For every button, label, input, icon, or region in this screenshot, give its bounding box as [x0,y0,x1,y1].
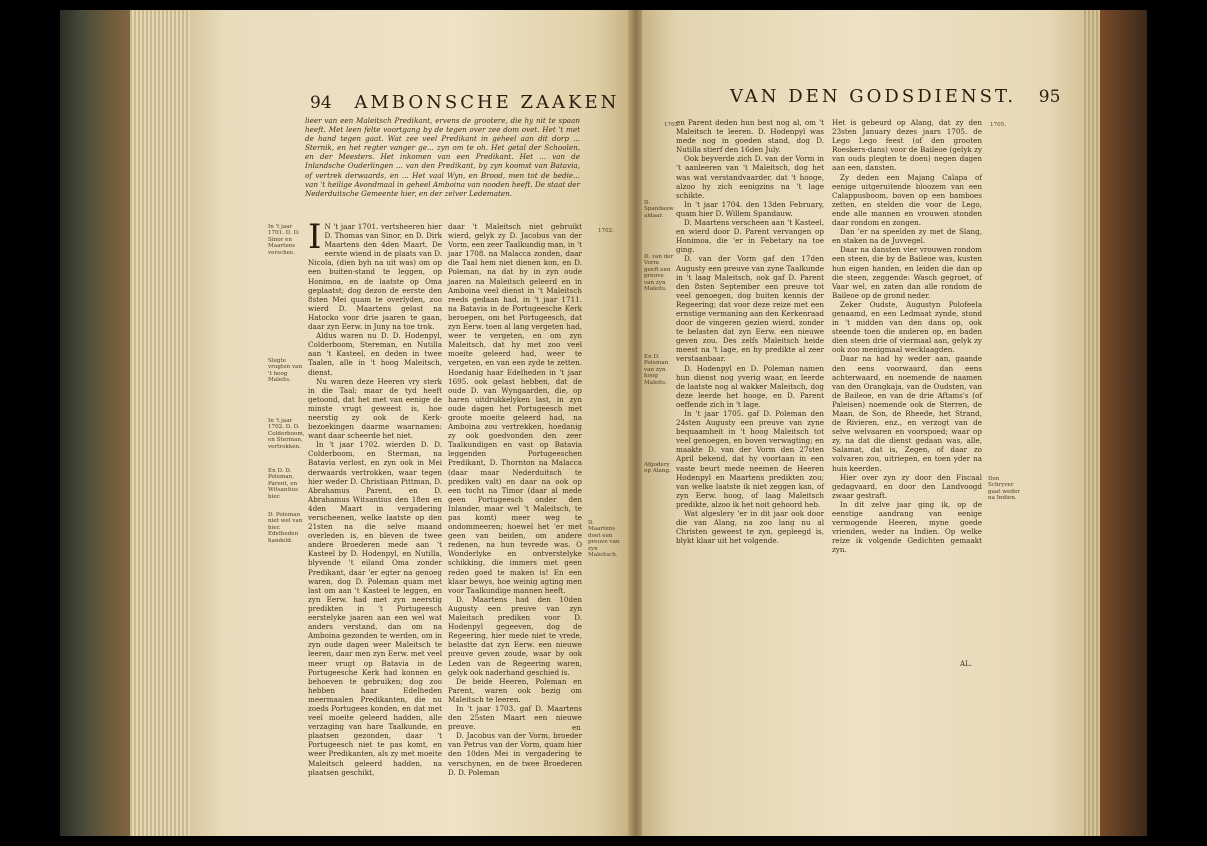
left-catchword: en [572,724,581,732]
right-cover [1100,10,1147,836]
drop-cap: I [308,217,322,257]
left-margin-note: D. Poleman niet wel van hier. Edelheden handeld. [268,512,303,544]
left-column-2: daar 't Maleitsch niet gebruikt wierd, gelyk zy D. Jacobus van der Vorm, een zeer Taalkundig man, in 't jaar 1708. na Malacca zonden, daar die Taal hem niet dienen kon, en D. Poleman, na dat hy in zyn oude jaaren na Maleitsch geleerd en in Amboina veel dienst in 't Maleitsch reeds gedaan had, in 't jaar 1711. na Batavia in de Portugeesche Kerk beroepen, om het Portugeesch, dat zyn Eerw. toen al lang vergeten had, weer te vergeten, en om zyn Maleitsch, dat hy met zoo veel moeite geleerd had, weer te vergeten, en van een zyde te zetten. Hoedanig haar Edelheden in 't jaar 1695. ook gelast hebben, dat de oude D. van Wyngaarden, die, op haren uitdrukkelyken last, in zyn oude dagen het Portugeesch met groote moeite geleerd had, na Amboina zou vertrekken, hoedanig zy ook goedvonden den zeer Taalkundigen en vast op Batavia leggenden Portugeeschen Predikant, D. Thornton na Malacca (daar maar Nederduitsch te prediken valt) en daar na ook op een tocht na Timor (daar al mede geen Portugeesch onder den Inlander, maar wel 't Maleitsch, te pas komt) meer weg te ondommeeren; hoewel het 'er met geen van beiden, om andere redenen, na hun tevrede was. O Wonderlyke en ontverstelyke schikking, die immers met geen reden goed te maken is! En een klaar bewys, hoe weinig agting men voor Taalkundige mannen heeft. D. Maartens had den 10den Augusty een preuve van zyn Maleitsch prediken voor D. Hodenpyl gegeeven, dog de Regeering, hier mede niet te vrede, belastte dat zyn Eerw. een nieuwe preuve geven zoude, waar by ook Leden van de Regeering waren, gelyk ook naderhand geschied is. De beide Heeren, Poleman en Parent, waren ook bezig om Maleitsch te leeren. In 't jaar 1703. gaf D. Maartens den 25sten Maart een nieuwe preuve. D. Jacobus van der Vorm, broeder van Petrus van der Vorm, quam hier den 10den Mei in vergadering te verschynen, en de twee Broederen D. D. Poleman [448,222,582,777]
right-running-head: VAN DEN GODSDIENST. [730,86,1017,107]
right-catchword: AL. [960,660,972,668]
left-margin-note: D. Maartens doet een preuve van zyn Maleitsch. [588,520,620,559]
left-margin-note: 1702. [598,228,615,234]
left-chapter-summary: lieer van een Maleitsch Predikant, ervens de grootere, die hy nit te spaan heeft. Met leen felte voortgang by de tegen over zee dom ovet. Het 't met de hand tegen gaat. Wat zee veel Predikant in geheel aan dit dorp ... Sternik, en het regter vanger ge... zyn om te oh. Het getal der Schoolen, en der Meesters. Het inkomen van een Predikant. Het ... van de Inlandsche Ouderlingen ... van den Predikant, by zyn koomst van Batavia, of vertrek derwaards, en ... Het vaal Wyn, en Brood, men tot de bedie... van 't heilige Avondmaal in geheel Amboina van nooden heeft. De staat der Nederduitsche Gemeente hier, en der zelver Ledematen. [305,116,580,198]
right-margin-note: Afgodery op Alang. [644,462,671,475]
left-header [310,92,619,113]
right-margin-note: Den Schryver gaat weder na Indien. [988,476,1020,502]
right-margin-note: En D. Poleman van zyn hoog Maleits. [644,354,669,386]
right-margin-note: 1703. [664,122,681,128]
open-book [60,10,1147,836]
left-margin-note: Slegte vrugten van 't hoog Maleits. [268,358,303,384]
right-margin-note: D. Spandauw aldaar. [644,200,674,219]
left-page-number: 94 [310,93,332,113]
right-column-1: en Parent deden hun best nog al, om 't Maleitsch te leeren. D. Hodenpyl was mede nog in goeden stand, dog D. Nutilla stierf den 16den July. Ook beyverde zich D. van der Vorm in 't aanleeren van 't Maleitsch, dog het was wat verstandvaarder, dat 't hooge, alzoo hy zich eenigzins na 't lage schikte. In 't jaar 1704. den 13den February, quam hier D. Willem Spandauw. D. Maartens verscheen aan 't Kasteel, en wierd door D. Parent vervangen op Honimoa, die 'er in Febetary na toe ging. D. van der Vorm gaf den 17den Augusty een preuve van zyne Taalkunde in 't laag Maleitsch, ook gaf D. Parent den 8sten September een preuve tot veel genoegen, dog buiten kennis der Regeering; dat voor deze reize met een ernstige vermaning aan den Kerkenraad door de vingeren gezien wierd, zonder te belasten dat zyn Eerw. een nieuwe geven zou. Des zelfs Maleitsch heide meest na 't lage, en hy predikte al zeer verstaanbaar. D. Hodenpyl en D. Poleman namen hun dienst nog yverig waar, en leerde de laatste nog al wakker Maleitsch, dog deze leerde het hooge, en D. Parent oeffende zich in 't lage. In 't jaar 1705. gaf D. Poleman den 24sten Augusty een preuve van zyne bequaamheit in 't hoog Maleitsch tot veel genoegen, en boven verwagting; en maakte D. van der Vorm den 27sten April bekend, dat hy voortaan in een vaste beurt mede neemen de Heeren Hodenpyl en Maartens predikten zou; van welke laatste ik niet zeggen kan, of zyn Eerw. hoog, of laag Maleitsch predikte, alzoo ik het noit gehoord heb. Wat algeslery 'er in dit jaar ook door die van Alang, na zoo lang nu al Christen geweest te zyn, gepleegd is, blykt klaar uit het volgende. [676,118,824,546]
right-page-number: 95 [1038,87,1061,107]
left-page-edges [130,10,190,836]
left-column-1: I N 't jaar 1701. vertsheeren hier D. Thomas van Sinor, en D. Dirk Maartens den 4den Maart. De eerste wiend in de plaats van D. Nicola, (dien byh na uit was) om op een buiten-stand te leggen, op Honimoa, en de laatste op Oma geplaatst; dog dezon de eerste den 8sten Mei quam te overlyden, zoo wierd D. Maartens gelast na Hatocko voor drie jaaren te gaan, daar zyn Eerw. in Juny na toe trok. Aldus waren nu D. D. Hodenpyl, Colderboom, Stereman, en Nutilla aan 't Kasteel, en deden in twee Taalen, alle in 't hoog Maleitsch, dienst. Nu waren deze Heeren vry sterk in die Taal; maar de tyd heeft getoond, dat het met van eenige de minste vrugt geweest is, hoe neerstig zy ook de Kerk-bezoekingen daarme waarnamen: want daar scheerde het niet. In 't jaar 1702. wierden D. D. Colderboom, en Sterman, na Batavia verlost, en zyn ook in Mei derwaards vertrokken, waar tegen hier weder D. Christiaan Pittman, D. Abrahamus Parent, en D. Abrahamus Witsantius den 18en en 4den Maart in vergadering verscheenen, welke laatste op den 21sten na die selve maand overleden is, en bleven de twee andere Broederen mede aan 't Kasteel by D. Hodenpyl, en Nutilla, blyvende 't eiland Oma zonder Predikant, daar 'er egter na genoeg waren, dog D. Poleman quam met last om aan 't Kasteel te leggen, en zyn Eerw. had met zyn neerstig predikten in 't Portugeesch eerstelyke jaaren aan een wel wat anders verstand, dan om na Amboina gezonden te werden, om in zyn oude dagen weer Maleitsch te leeren, daar men zyn Eerw. met veel meer vrugt op Batavia in de Portugeesche Kerk had konnen en behoeven te gebruiken; dog zoo hebben haar Edelheden meermaalen Predikanten, die nu zoeds Portugees konden, en dat met veel moeite geleerd hadden, alle verzaging van hare Taalkunde, en plaatsen gezonden, daar 't Portugeesch niet te pas komt, en weer Predikanten, als zy met moeite Maleitsch geleerd hadden, na plaatsen geschikt, [308,217,442,777]
left-running-head: AMBONSCHE ZAAKEN [354,92,620,113]
left-margin-note: In 't jaar 1702. D. D. Colderboom, en Sterman, vertrokken. [268,418,305,450]
right-column-2: Het is gebeurd op Alang, dat zy den 23sten January dezes jaars 1705. de Lego Lego feest (of den grooten Roeskers-dans) voor de Baileoe (gelyk zy van ouds plegten te doen) negen dagen aan een, dansten. Zy deden een Majang Calapa of eenige uitgeruitende bloozem van een Calappusboom, boven op een bamboes zetten, en stelden die voor de Lego, ende alle mannen en vrouwen stonden daar rondom en zongen. Dan 'er na speelden zy met de Slang, en staken na de Juvvegel. Daar na dansten vier vrouwen rondom een steen, die by de Baileoe was, kusten hun eigen handen, en leiden die dan op die steen, zeggende: Wasch gegroet, of Vaar wel, en zaten dan alle rondom de Baileoe op de grond neder. Zeker Oudste, Augustyn Polofeela genaamd, en een Ledmaat zynde, stond in 't midden van den dans op, ook steende toen die anderen op, en baden dien steen drie of viermaal aan, gelyk zy ook zoo menigmaal wecklaagden. Daar na had hy weder aan, gaande den eens voorwaard, dan eens achterwaard, en noemende de naamen van den Orangkaja, van de Oudsten, van de Baileoe, en van de drie Aftams's (of Paleisen) noemende ook de Sterren, de Maan, de Son, de Rheede, het Strand, de Rivieren, enz., en verzogt van de selve welvaaren en voorspoed; waar op zy, na dat die dienst gedaan was, alle, Salamat, dat is, Zegen, of daar zo volvaren zou, uitriepen, en toen yder na huis keerden. Hier over zyn zy door den Fiscaal gedagvaard, en door den Landvoogd zwaar gestraft. In dit zelve jaar ging ik, op de eenstige aandrang van eenige vermogende Heeren, myne goede vrienden, weder na Indien. Op welke reize ik volgende Gedichten gemaakt zyn. [832,118,982,555]
right-header [730,86,1060,107]
right-margin-note: D. van der Vorm geeft een preuve van zyn Maleits. [644,254,674,293]
right-margin-note: 1705. [990,122,1007,128]
left-margin-note: En D. D. Poleman, Parent, en Witsantius hier. [268,468,299,500]
left-cover [60,10,140,836]
left-margin-note: In 't jaar 1701. D. D. Sinor en Maartens verschee. [268,224,300,256]
